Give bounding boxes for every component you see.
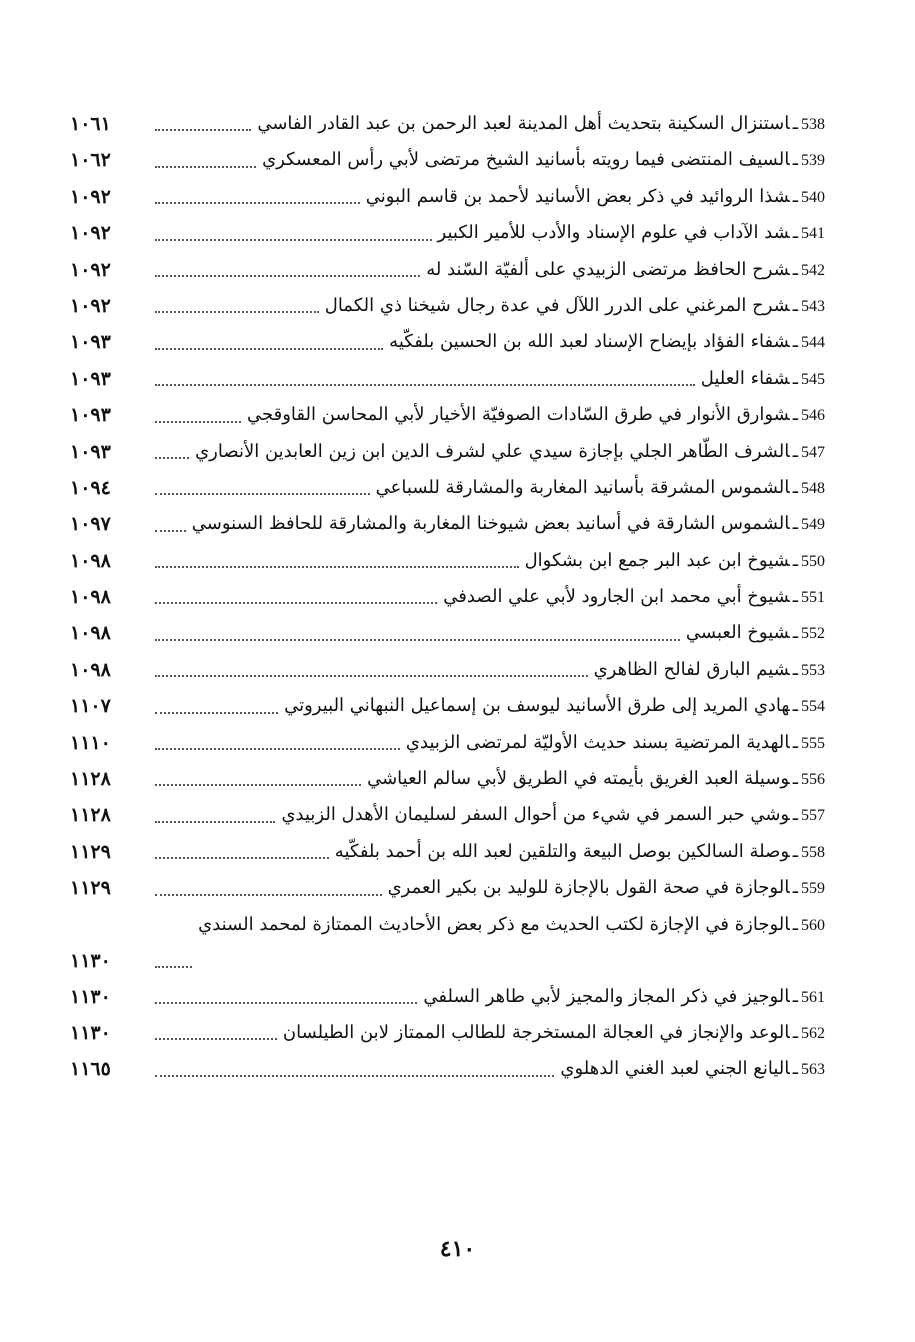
entry-page-number: ١٠٩٣ bbox=[70, 440, 111, 463]
dot-leader bbox=[155, 563, 519, 568]
entry-page-number: ١٠٩٢ bbox=[70, 258, 111, 281]
entry-title: الوعد والإنجاز في العجالة المستخرجة للطالب الممتاز لابن الطيلسان bbox=[282, 1021, 790, 1043]
entry-separator: ـ bbox=[792, 804, 798, 826]
entry-page-number: ١٠٩٣ bbox=[70, 367, 111, 390]
toc-row bbox=[70, 579, 825, 615]
toc-row bbox=[70, 324, 825, 360]
entry-title: وسيلة العبد الغريق بأيمته في الطريق لأبي سالم العياشي bbox=[367, 768, 790, 790]
entry-separator: ـ bbox=[792, 840, 798, 862]
toc-row bbox=[70, 252, 825, 288]
toc-entry bbox=[155, 397, 825, 434]
toc-entry bbox=[155, 215, 825, 252]
entry-title: شوارق الأنوار في طرق السّادات الصوفيّة الأخيار لأبي المحاسن القاوقجي bbox=[246, 404, 790, 426]
entry-separator: ـ bbox=[792, 877, 798, 899]
entry-title: وشي حبر السمر في شيء من أحوال السفر لسليمان الأهدل الزبيدي bbox=[281, 804, 790, 826]
toc-entry bbox=[155, 725, 825, 762]
entry-title: الشموس الشارقة في أسانيد بعض شيوخنا المغاربة والمشارقة للحافظ السنوسي bbox=[191, 513, 790, 535]
entry-title: شفاء العليل bbox=[700, 367, 790, 389]
entry-page-number: ١١١٠ bbox=[70, 731, 111, 754]
entry-number: 559 bbox=[801, 880, 825, 898]
toc-row bbox=[70, 1015, 825, 1051]
toc-row bbox=[70, 652, 825, 688]
toc-row bbox=[70, 470, 825, 506]
entry-page-number: ١٠٩٨ bbox=[70, 586, 111, 609]
dot-leader bbox=[155, 345, 383, 350]
entry-separator: ـ bbox=[792, 294, 798, 316]
dot-leader bbox=[155, 672, 588, 677]
dot-leader bbox=[155, 781, 361, 786]
entry-page-number: ١١٦٥ bbox=[70, 1058, 111, 1081]
toc-entry bbox=[155, 142, 825, 179]
dot-leader bbox=[155, 454, 189, 459]
entry-number: 556 bbox=[801, 771, 825, 789]
entry-title: هادي المريد إلى طرق الأسانيد ليوسف بن إسماعيل النبهاني البيروتي bbox=[284, 695, 790, 717]
entry-number: 548 bbox=[801, 479, 825, 497]
dot-leader bbox=[155, 999, 417, 1004]
dot-leader bbox=[155, 818, 275, 823]
entry-number: 553 bbox=[801, 661, 825, 679]
entry-number: 555 bbox=[801, 734, 825, 752]
entry-number: 544 bbox=[801, 334, 825, 352]
dot-leader bbox=[155, 163, 256, 168]
entry-separator: ـ bbox=[792, 404, 798, 426]
entry-page-number: ١٠٩٧ bbox=[70, 513, 111, 536]
entry-number: 557 bbox=[801, 807, 825, 825]
entry-number: 554 bbox=[801, 698, 825, 716]
toc-entry bbox=[155, 361, 825, 398]
toc-entry bbox=[155, 506, 825, 543]
toc-row bbox=[70, 215, 825, 251]
entry-separator: ـ bbox=[792, 476, 798, 498]
dot-leader bbox=[155, 891, 382, 896]
entry-title: الهدية المرتضية بسند حديث الأوليّة لمرتضى الزبيدي bbox=[405, 731, 790, 753]
entry-separator: ـ bbox=[792, 113, 798, 134]
entry-page-number: ١١٢٨ bbox=[70, 804, 111, 827]
entry-page-number: ١٠٩٨ bbox=[70, 549, 111, 572]
entry-page-number: ١٠٩٨ bbox=[70, 622, 111, 645]
entry-title: الوجيز في ذكر المجاز والمجيز لأبي طاهر السلفي bbox=[423, 985, 790, 1007]
entry-number: 562 bbox=[801, 1024, 825, 1042]
entry-title: الوجازة في الإجازة لكتب الحديث مع ذكر بعض الأحاديث الممتازة لمحمد السندي bbox=[198, 913, 790, 935]
table-of-contents bbox=[70, 106, 825, 1088]
entry-separator: ـ bbox=[792, 367, 798, 389]
entry-page-number: ١١٢٩ bbox=[70, 877, 111, 900]
entry-title: شيوخ أبي محمد ابن الجارود لأبي علي الصدفي bbox=[443, 586, 790, 608]
entry-page-number: ١٠٦١ bbox=[70, 113, 111, 135]
toc-row bbox=[70, 361, 825, 397]
toc-entry bbox=[155, 870, 825, 907]
entry-title: استنزال السكينة بتحديث أهل المدينة لعبد الرحمن بن عبد القادر الفاسي bbox=[257, 113, 790, 134]
entry-separator: ـ bbox=[792, 586, 798, 608]
entry-title: شيوخ ابن عبد البر جمع ابن بشكوال bbox=[524, 549, 790, 571]
entry-number: 552 bbox=[801, 625, 825, 643]
entry-title: شرح المرغني على الدرر اللآل في عدة رجال شيخنا ذي الكمال bbox=[324, 294, 790, 316]
dot-leader bbox=[155, 854, 329, 859]
toc-row bbox=[70, 288, 825, 324]
entry-separator: ـ bbox=[792, 622, 798, 644]
entry-number: 538 bbox=[801, 116, 825, 133]
toc-entry bbox=[155, 688, 825, 725]
entry-separator: ـ bbox=[792, 549, 798, 571]
entry-number: 541 bbox=[801, 225, 825, 243]
entry-page-number: ١٠٩٨ bbox=[70, 658, 111, 681]
toc-row bbox=[70, 397, 825, 433]
entry-title: اليانع الجني لعبد الغني الدهلوي bbox=[560, 1058, 790, 1080]
entry-number: 550 bbox=[801, 552, 825, 570]
toc-entry bbox=[155, 579, 825, 616]
toc-row bbox=[70, 979, 825, 1015]
toc-row bbox=[70, 506, 825, 542]
entry-number: 549 bbox=[801, 516, 825, 534]
entry-number: 546 bbox=[801, 407, 825, 425]
toc-entry bbox=[155, 1015, 825, 1052]
entry-page-number: ١٠٩٤ bbox=[70, 476, 111, 499]
entry-number: 543 bbox=[801, 297, 825, 315]
toc-row bbox=[70, 434, 825, 470]
entry-page-number: ١١٢٨ bbox=[70, 768, 111, 791]
toc-row bbox=[70, 1051, 825, 1087]
toc-row bbox=[70, 834, 825, 870]
entry-number: 558 bbox=[801, 843, 825, 861]
dot-leader bbox=[155, 308, 319, 313]
toc-row bbox=[70, 142, 825, 178]
dot-leader bbox=[155, 636, 680, 641]
entry-number: 563 bbox=[801, 1061, 825, 1079]
toc-row bbox=[70, 725, 825, 761]
entry-page-number: ١١٣٠ bbox=[70, 985, 111, 1008]
dot-leader bbox=[155, 490, 370, 495]
entry-separator: ـ bbox=[792, 258, 798, 280]
entry-title: شد الآداب في علوم الإسناد والأدب للأمير الكبير bbox=[437, 222, 790, 244]
toc-entry bbox=[155, 834, 825, 871]
entry-page-number: ١٠٩٣ bbox=[70, 331, 111, 354]
dot-leader bbox=[155, 126, 251, 131]
entry-number: 560 bbox=[801, 916, 825, 934]
entry-separator: ـ bbox=[792, 768, 798, 790]
entry-separator: ـ bbox=[792, 695, 798, 717]
entry-separator: ـ bbox=[792, 658, 798, 680]
entry-title: شذا الروائيد في ذكر بعض الأسانيد لأحمد بن قاسم البوني bbox=[365, 185, 790, 207]
page-number: ٤١٠ bbox=[439, 1236, 476, 1262]
entry-separator: ـ bbox=[792, 331, 798, 353]
entry-title: السيف المنتضى فيما رويته بأسانيد الشيخ مرتضى لأبي رأس المعسكري bbox=[262, 149, 790, 171]
dot-leader bbox=[155, 1035, 277, 1040]
entry-separator: ـ bbox=[792, 985, 798, 1007]
toc-entry bbox=[155, 1051, 825, 1088]
entry-separator: ـ bbox=[792, 1058, 798, 1080]
toc-entry bbox=[155, 797, 825, 834]
dot-leader bbox=[155, 709, 278, 714]
entry-page-number: ١٠٩٢ bbox=[70, 294, 111, 317]
dot-leader bbox=[155, 963, 192, 968]
entry-separator: ـ bbox=[792, 222, 798, 244]
entry-title: الشرف الطّاهر الجلي بإجازة سيدي علي لشرف الدين ابن زين العابدين الأنصاري bbox=[195, 440, 790, 462]
entry-title: شفاء الفؤاد بإيضاح الإسناد لعبد الله بن الحسين بلفكّيه bbox=[389, 331, 790, 353]
entry-title: شرح الحافظ مرتضى الزبيدي على ألفيّة السّند له bbox=[426, 258, 790, 280]
entry-title: شيم البارق لفالح الظاهري bbox=[593, 658, 790, 680]
dot-leader bbox=[155, 599, 437, 604]
entry-title: الوجازة في صحة القول بالإجازة للوليد بن بكير العمري bbox=[387, 877, 790, 899]
toc-entry bbox=[155, 907, 825, 944]
toc-entry bbox=[155, 652, 825, 689]
entry-page-number: ١١٣٠ bbox=[70, 949, 111, 972]
entry-page-number: ١٠٩٣ bbox=[70, 404, 111, 427]
dot-leader bbox=[155, 381, 695, 386]
entry-number: 551 bbox=[801, 589, 825, 607]
toc-row bbox=[70, 106, 825, 142]
entry-page-number: ١٠٦٢ bbox=[70, 149, 111, 172]
toc-entry bbox=[155, 615, 825, 652]
dot-leader bbox=[155, 236, 432, 241]
dot-leader bbox=[155, 1072, 554, 1077]
toc-row bbox=[70, 179, 825, 215]
entry-page-number: ١٠٩٢ bbox=[70, 222, 111, 245]
entry-title: الشموس المشرقة بأسانيد المغاربة والمشارقة للسباعي bbox=[375, 476, 790, 498]
toc-row bbox=[70, 688, 825, 724]
entry-number: 542 bbox=[801, 261, 825, 279]
entry-number: 561 bbox=[801, 988, 825, 1006]
entry-number: 539 bbox=[801, 152, 825, 170]
entry-title: شيوخ العبسي bbox=[685, 622, 790, 644]
entry-separator: ـ bbox=[792, 1021, 798, 1043]
dot-leader bbox=[155, 527, 186, 532]
entry-page-number: ١١٣٠ bbox=[70, 1021, 111, 1044]
entry-page-number: ١١٠٧ bbox=[70, 695, 111, 718]
toc-entry bbox=[155, 470, 825, 507]
entry-separator: ـ bbox=[792, 440, 798, 462]
toc-entry bbox=[155, 761, 825, 798]
toc-row bbox=[70, 870, 825, 906]
toc-entry bbox=[155, 434, 825, 471]
dot-leader bbox=[155, 418, 241, 423]
toc-entry bbox=[155, 106, 825, 143]
entry-separator: ـ bbox=[792, 731, 798, 753]
entry-number: 545 bbox=[801, 370, 825, 388]
entry-separator: ـ bbox=[792, 185, 798, 207]
entry-number: 540 bbox=[801, 188, 825, 206]
toc-row bbox=[70, 543, 825, 579]
toc-entry bbox=[155, 252, 825, 289]
toc-entry bbox=[155, 979, 825, 1016]
toc-row bbox=[70, 797, 825, 833]
entry-separator: ـ bbox=[792, 513, 798, 535]
entry-number: 547 bbox=[801, 443, 825, 461]
dot-leader bbox=[155, 199, 360, 204]
toc-entry bbox=[155, 543, 825, 580]
toc-entry bbox=[155, 288, 825, 325]
dot-leader bbox=[155, 272, 420, 277]
entry-separator: ـ bbox=[792, 913, 798, 935]
toc-row bbox=[70, 761, 825, 797]
entry-page-number: ١١٢٩ bbox=[70, 840, 111, 863]
toc-entry bbox=[155, 324, 825, 361]
dot-leader bbox=[155, 745, 400, 750]
entry-title: وصلة السالكين بوصل البيعة والتلقين لعبد الله بن أحمد بلفكّيه bbox=[334, 840, 790, 862]
entry-separator: ـ bbox=[792, 149, 798, 171]
toc-entry bbox=[155, 179, 825, 216]
toc-row bbox=[70, 615, 825, 651]
entry-page-number: ١٠٩٢ bbox=[70, 185, 111, 208]
toc-row bbox=[70, 907, 825, 979]
